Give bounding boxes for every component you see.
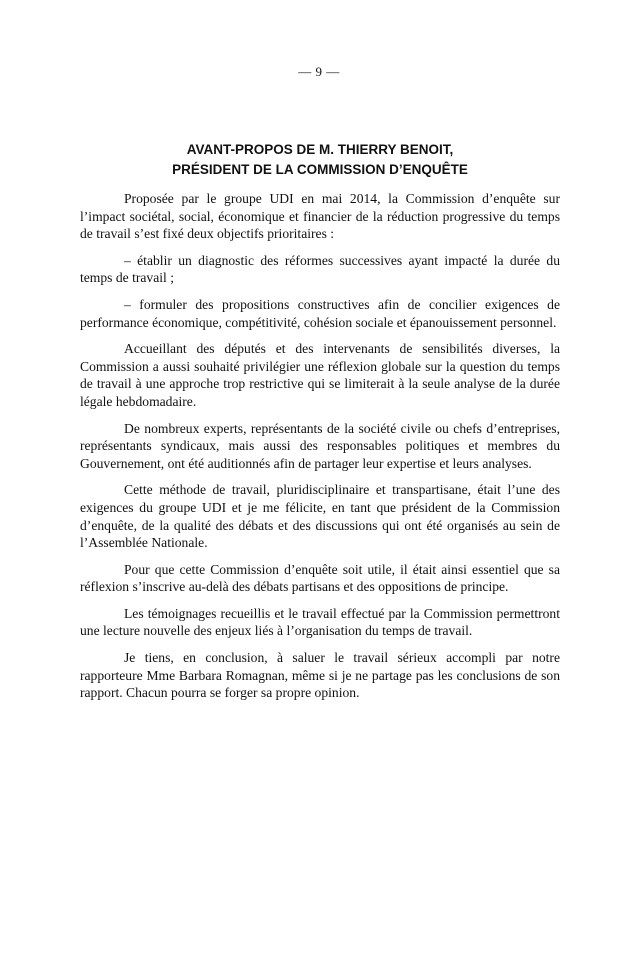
heading-line-2: PRÉSIDENT DE LA COMMISSION D’ENQUÊTE (172, 162, 468, 177)
paragraph-5: De nombreux experts, représentants de la société civile ou chefs d’entreprises, représentants syndicaux, mais aussi des responsables politiques et membres du Gouvernement, ont été auditionnés afin de partager leur expertise et leurs analyses. (80, 420, 560, 471)
heading-line-1: AVANT-PROPOS DE M. THIERRY BENOIT, (186, 142, 454, 157)
page-number: — 9 — (298, 64, 340, 79)
paragraph-8: Les témoignages recueillis et le travail effectué par la Commission permettront une lecture nouvelle des enjeux liés à l’organisation du temps de travail. (80, 605, 560, 639)
paragraph-2: – établir un diagnostic des réformes successives ayant impacté la durée du temps de travail ; (80, 252, 560, 286)
paragraph-3: – formuler des propositions constructives afin de concilier exigences de performance économique, compétitivité, cohésion sociale et épanouissement personnel. (80, 296, 560, 330)
body-text (80, 190, 560, 711)
paragraph-9: Je tiens, en conclusion, à saluer le travail sérieux accompli par notre rapporteure Mme Barbara Romagnan, même si je ne partage pas les conclusions de son rapport. Chacun pourra se forger sa propre opinion. (80, 650, 560, 701)
paragraph-4: Accueillant des députés et des intervenants de sensibilités diverses, la Commission a aussi souhaité privilégier une réflexion globale sur la question du temps de travail à une approche trop restrictive qui se limiterait à la seule analyse de la durée légale hebdomadaire. (80, 341, 560, 409)
paragraph-7: Pour que cette Commission d’enquête soit utile, il était ainsi essentiel que sa réflexion s’inscrive au-delà des débats partisans et des oppositions de principe. (80, 561, 560, 595)
section-heading (80, 140, 560, 180)
paragraph-1: Proposée par le groupe UDI en mai 2014, la Commission d’enquête sur l’impact sociétal, social, économique et financier de la réduction progressive du temps de travail s’est fixé deux objectifs prioritaires : (80, 191, 560, 242)
paragraph-6: Cette méthode de travail, pluridisciplinaire et transpartisane, était l’une des exigences du groupe UDI et je me félicite, en tant que président de la Commission d’enquête, de la qualité des débats et des discussions qui ont été organisés au sein de l’Assemblée Nationale. (80, 482, 560, 551)
